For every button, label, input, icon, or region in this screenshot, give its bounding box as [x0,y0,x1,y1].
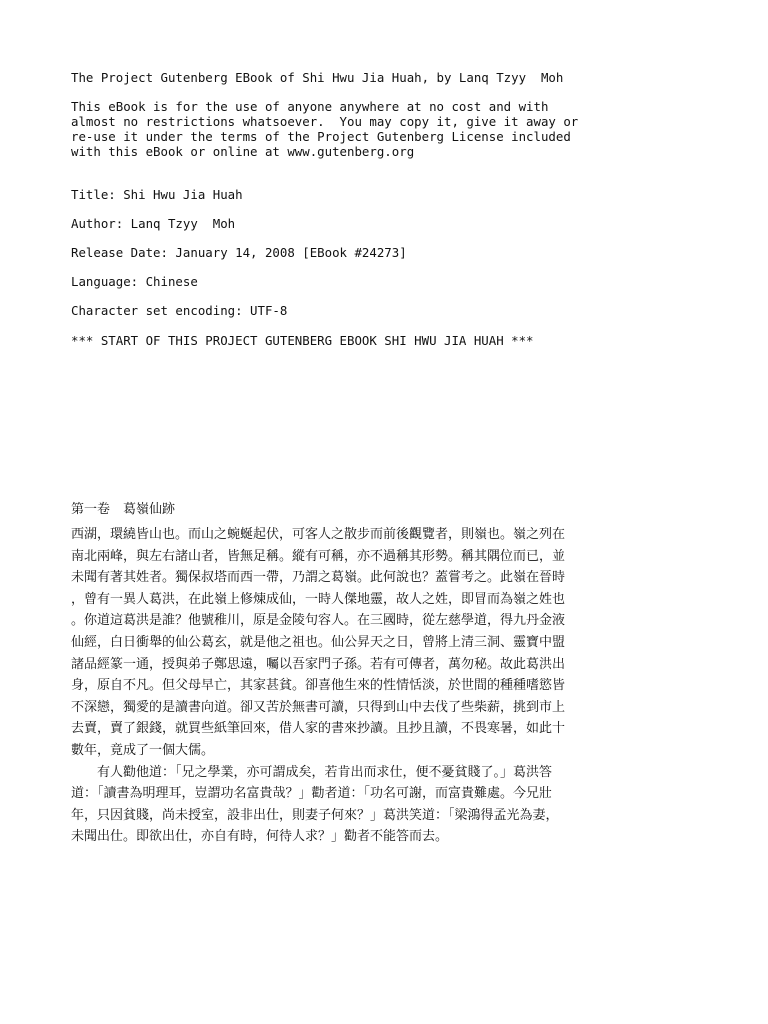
chapter-line: 諸品經篆一通，授與弟子鄭思遠，囑以吾家門子孫。若有可傳者，萬勿秘。故此葛洪出 [71,657,566,672]
chapter-line: 仙經，白日衝舉的仙公葛玄，就是他之祖也。仙公昇天之日，曾將上清三洞、靈寶中盟 [71,635,566,650]
meta-title: Title: Shi Hwu Jia Huah [71,187,243,202]
chapter-line: 未聞有著其姓者。獨保叔塔而西一帶，乃謂之葛嶺。此何說也？蓋嘗考之。此嶺在晉時 [71,570,566,585]
license-line: re-use it under the terms of the Project Gutenberg License included [71,129,571,144]
ebook-title-line: The Project Gutenberg EBook of Shi Hwu Jia Huah, by Lanq Tzyy Moh [71,70,564,85]
chapter-heading: 第一卷 葛嶺仙跡 [71,502,176,517]
license-line: This eBook is for the use of anyone anywhere at no cost and with [71,99,549,114]
license-line: almost no restrictions whatsoever. You may copy it, give it away or [71,114,579,129]
chapter-line: 未聞出仕。即欲出仕，亦自有時，何待人求？」勸者不能答而去。 [71,829,449,844]
start-marker: *** START OF THIS PROJECT GUTENBERG EBOOK SHI HWU JIA HUAH *** [71,333,534,348]
chapter-line: 西湖，環繞皆山也。而山之蜿蜒起伏，可客人之散步而前後觀覽者，則嶺也。嶺之列在 [71,527,566,542]
chapter-line: 南北兩峰，與左右諸山者，皆無足稱。縱有可稱，亦不過稱其形勢。稱其隅位而已，並 [71,549,566,564]
chapter-line: ，曾有一異人葛洪，在此嶺上修煉成仙，一時人傑地靈，故人之姓，即冒而為嶺之姓也 [71,592,566,607]
chapter-line: 身，原自不凡。但父母早亡，其家甚貧。卻喜他生來的性情恬淡，於世間的種種嗜慾皆 [71,678,566,693]
meta-author: Author: Lanq Tzyy Moh [71,216,236,231]
meta-language: Language: Chinese [71,274,198,289]
chapter-line: 年，只因貧賤，尚未授室，設非出仕，則妻子何來？」葛洪笑道：「梁鴻得孟光為妻， [71,808,559,823]
meta-release-date: Release Date: January 14, 2008 [EBook #24273] [71,245,407,260]
chapter-line: 去賣，賣了銀錢，就買些紙筆回來，借人家的書來抄讀。且抄且讀，不畏寒暑，如此十 [71,721,566,736]
license-line: with this eBook or online at www.gutenberg.org [71,144,415,159]
chapter-line: 。你道這葛洪是誰？他號稚川，原是金陵句容人。在三國時，從左慈學道，得九丹金液 [71,613,566,628]
chapter-line: 有人勸他道：「兄之學業，亦可謂成矣，若肯出而求仕，便不憂貧賤了。」葛洪答 [71,765,553,780]
chapter-line: 不深戀，獨愛的是讀書向道。卻又苦於無書可讀，只得到山中去伐了些柴薪，挑到市上 [71,700,566,715]
meta-encoding: Character set encoding: UTF-8 [71,303,288,318]
chapter-line: 數年，竟成了一個大儒。 [71,743,215,758]
chapter-line: 道：「讀書為明理耳，豈謂功名富貴哉？」勸者道：「功名可謝，而富貴難處。今兄壯 [71,786,553,801]
